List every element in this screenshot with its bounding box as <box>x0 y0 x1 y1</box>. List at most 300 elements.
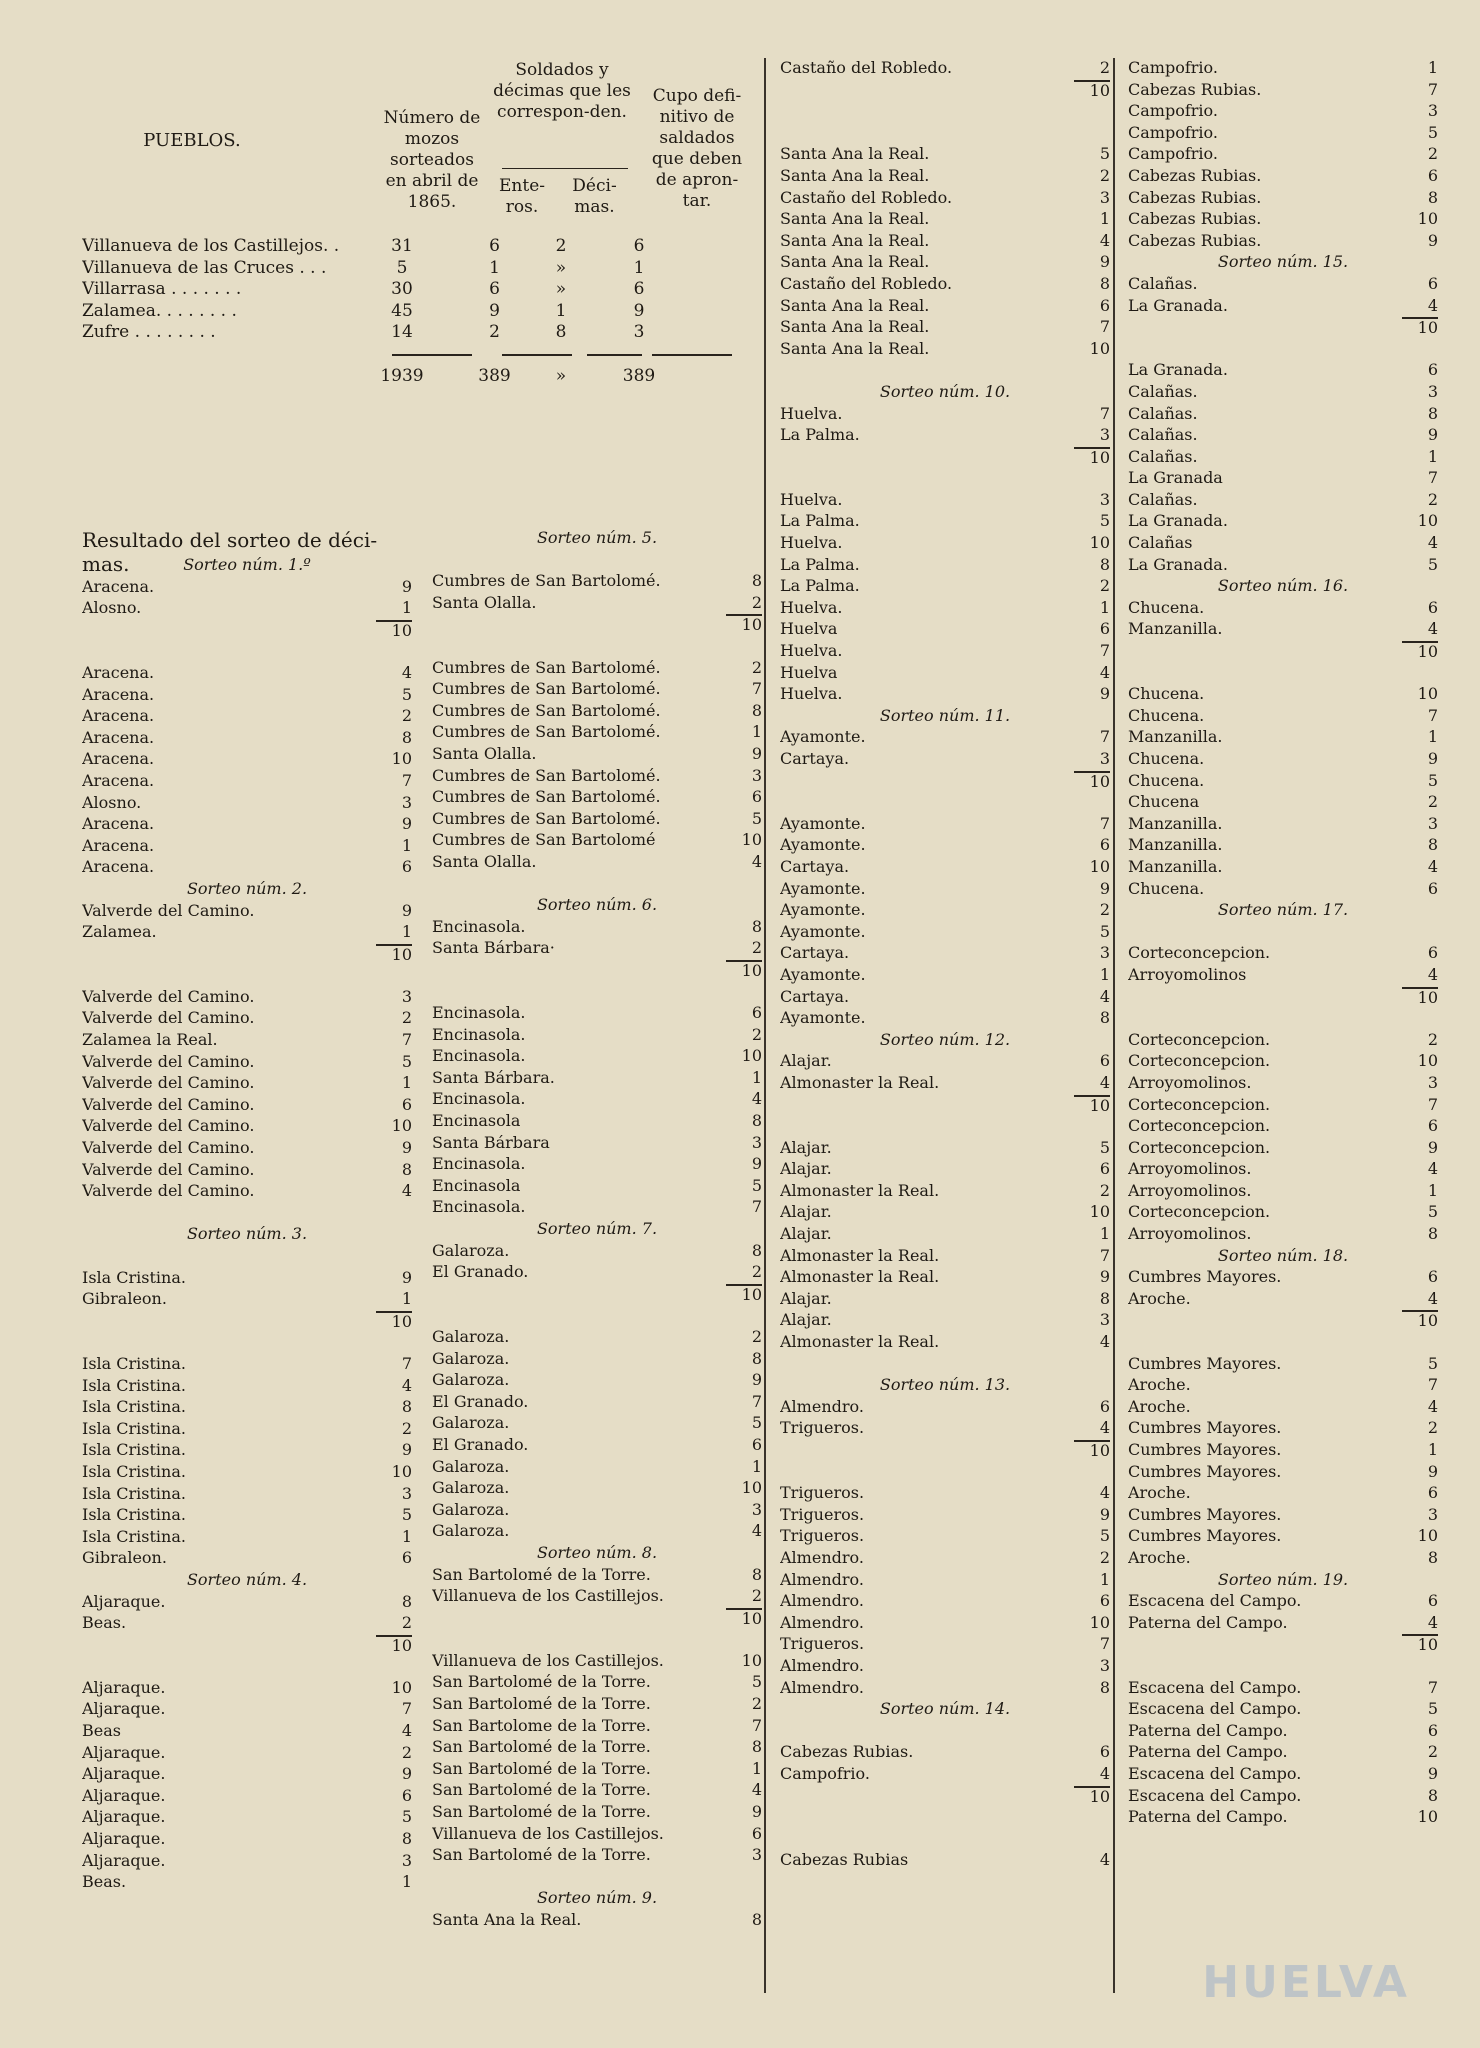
town-name: Cumbres de San Bartolomé. <box>432 700 661 720</box>
lot-number: 8 <box>401 1397 412 1417</box>
sorteo-row <box>432 766 762 788</box>
sorteo-row <box>82 1484 412 1506</box>
town-name: Ayamonte. <box>780 964 866 984</box>
town-name: La Granada. <box>1128 360 1228 380</box>
sorteo-row <box>1128 1375 1438 1397</box>
blank-line <box>432 1867 762 1889</box>
lot-number: 8 <box>1427 1785 1438 1805</box>
blank-line <box>82 1246 412 1268</box>
town-name: Cumbres de San Bartolomé <box>432 830 656 850</box>
town-name: Valverde del Camino. <box>82 1073 255 1093</box>
lot-number: 2 <box>1427 1742 1438 1762</box>
lot-number: 7 <box>751 1391 762 1411</box>
sorteo-row <box>1128 1699 1438 1721</box>
lot-number: 3 <box>401 1483 412 1503</box>
lot-number: 7 <box>1427 1677 1438 1697</box>
blank-line <box>780 1462 1110 1484</box>
lot-number: 10 <box>741 1046 762 1066</box>
town-name: Santa Ana la Real. <box>780 295 930 315</box>
blank-line <box>432 1305 762 1327</box>
town-name: Corteconcepcion. <box>1128 1202 1271 1222</box>
sorteo-total-row <box>1128 1310 1438 1332</box>
lot-number: 9 <box>751 1370 762 1390</box>
lot-number: 4 <box>1427 1159 1438 1179</box>
sorteo-total-row <box>1128 1634 1438 1656</box>
lot-number: 5 <box>1099 921 1110 941</box>
lot-number: 4 <box>751 1780 762 1800</box>
town-name: Alajar. <box>780 1137 832 1157</box>
lot-number: 10 <box>741 1650 762 1670</box>
lot-number: 9 <box>401 1267 412 1287</box>
lot-number: 6 <box>401 1785 412 1805</box>
sorteo-row <box>1128 382 1438 404</box>
town-name: Corteconcepcion. <box>1128 1137 1271 1157</box>
town-name: Alajar. <box>780 1288 832 1308</box>
lot-number: 1 <box>751 1067 762 1087</box>
lot-number: 6 <box>1427 1116 1438 1136</box>
town-name: Villanueva de las Cruces . . . <box>82 257 327 278</box>
lot-number: 7 <box>1099 1634 1110 1654</box>
blank-line <box>82 641 412 663</box>
sorteo-row <box>780 1310 1110 1332</box>
town-name: La Palma. <box>780 511 860 531</box>
heading-text: Sorteo núm. 11. <box>879 705 1011 725</box>
lot-number: 1 <box>751 722 762 742</box>
lot-number: 1 <box>401 922 412 942</box>
lot-number: 6 <box>1099 295 1110 315</box>
sorteo-row <box>82 1721 412 1743</box>
sorteo-row <box>780 1397 1110 1419</box>
town-name: San Bartolomé de la Torre. <box>432 1802 651 1822</box>
town-name: Ayamonte. <box>780 727 866 747</box>
lot-number: 7 <box>1427 1375 1438 1395</box>
town-name: Isla Cristina. <box>82 1440 186 1460</box>
lot-number: 6 <box>1099 835 1110 855</box>
town-name: Isla Cristina. <box>82 1526 186 1546</box>
sorteo-heading <box>1128 576 1438 598</box>
sorteo-heading <box>780 1699 1110 1721</box>
sorteo-row <box>1128 1116 1438 1138</box>
total-enteros: 389 <box>478 365 511 386</box>
sorteo-row <box>82 1699 412 1721</box>
town-name: San Bartolomé de la Torre. <box>432 1672 651 1692</box>
town-name: Almonaster la Real. <box>780 1180 940 1200</box>
sorteo-row <box>432 1154 762 1176</box>
lot-number: 4 <box>1099 1850 1110 1870</box>
blank-line <box>82 1332 412 1354</box>
sorteo-row <box>780 965 1110 987</box>
lot-number: 7 <box>1099 641 1110 661</box>
lot-number: 6 <box>401 1548 412 1568</box>
sorteo-row <box>1128 619 1438 641</box>
lot-number: 2 <box>751 1326 762 1346</box>
lot-number: 10 <box>1089 338 1110 358</box>
sorteo-row <box>432 1349 762 1371</box>
lot-number: 10 <box>391 1677 412 1697</box>
sorteo-row <box>1128 425 1438 447</box>
lot-number: 9 <box>1099 252 1110 272</box>
lot-number: 4 <box>401 662 412 682</box>
sorteo-total-row <box>1128 317 1438 339</box>
sorteo-row <box>82 706 412 728</box>
lot-number: 7 <box>1099 403 1110 423</box>
sorteo-row <box>1128 533 1438 555</box>
sorteo-row <box>432 1910 762 1932</box>
sorteo-row <box>82 1181 412 1203</box>
sorteo-row <box>82 1440 412 1462</box>
town-name: Trigueros. <box>780 1526 865 1546</box>
enteros-value: 2 <box>489 322 500 342</box>
sorteo-row <box>780 166 1110 188</box>
town-name: Corteconcepcion. <box>1128 1051 1271 1071</box>
lot-number: 9 <box>1427 1461 1438 1481</box>
lot-number: 8 <box>751 1240 762 1260</box>
blank-line <box>82 1203 412 1225</box>
lot-number: 10 <box>741 1478 762 1498</box>
lot-number: 3 <box>1099 425 1110 445</box>
town-name: Corteconcepcion. <box>1128 1029 1271 1049</box>
sorteo-row <box>1128 1807 1438 1829</box>
decimas-value: 8 <box>555 322 567 342</box>
table-row <box>82 301 762 323</box>
sorteo-row <box>1128 1483 1438 1505</box>
lot-number: 3 <box>1427 813 1438 833</box>
sorteo-row <box>432 701 762 723</box>
lot-number: 5 <box>401 1051 412 1071</box>
blank-line <box>432 636 762 658</box>
sorteo-total-row <box>432 614 762 636</box>
lot-number: 5 <box>1427 554 1438 574</box>
sorteo-row <box>432 1392 762 1414</box>
sorteo-row <box>780 1634 1110 1656</box>
lot-number: 9 <box>1099 1267 1110 1287</box>
mozos-value: 45 <box>391 300 413 321</box>
lot-number: 2 <box>1099 900 1110 920</box>
lot-number: 3 <box>1427 1072 1438 1092</box>
sorteo-total-row <box>1128 641 1438 663</box>
lot-number: 5 <box>751 1672 762 1692</box>
town-name: Santa Bárbara. <box>432 1067 555 1087</box>
sorteo-row <box>1128 1742 1438 1764</box>
lot-number: 7 <box>1427 1094 1438 1114</box>
lot-number: 5 <box>401 684 412 704</box>
lot-number: 6 <box>1099 1051 1110 1071</box>
sorteo-heading <box>1128 1246 1438 1268</box>
town-name: Villanueva de los Castillejos. <box>432 1586 664 1606</box>
sorteo-row <box>780 231 1110 253</box>
lot-number: 1 <box>401 598 412 618</box>
lot-number: 4 <box>1099 1332 1110 1352</box>
sorteo-row <box>780 857 1110 879</box>
town-name: Isla Cristina. <box>82 1267 186 1287</box>
lot-number: 6 <box>751 1003 762 1023</box>
lot-number: 3 <box>401 1850 412 1870</box>
sorteo-row <box>780 296 1110 318</box>
lot-number: 4 <box>1427 619 1438 639</box>
town-name: Calañas. <box>1128 273 1198 293</box>
lot-number: 7 <box>1427 468 1438 488</box>
town-name: Huelva. <box>780 684 843 704</box>
town-name: Santa Olalla. <box>432 592 537 612</box>
sorteo-row <box>82 987 412 1009</box>
sorteo-row <box>1128 511 1438 533</box>
lot-number: 2 <box>401 1008 412 1028</box>
lot-number: 7 <box>751 679 762 699</box>
header-soldados: Soldados y décimas que les correspon-den. <box>493 60 631 122</box>
blank-line <box>780 1116 1110 1138</box>
lot-number: 1 <box>401 835 412 855</box>
town-name: Arroyomolinos. <box>1128 1159 1252 1179</box>
lot-number: 10 <box>1074 1786 1110 1806</box>
town-name: Encinasola. <box>432 1197 526 1217</box>
sorteo-row <box>82 1030 412 1052</box>
sorteo-heading <box>432 895 762 917</box>
lot-number: 10 <box>726 614 762 634</box>
sorteo-row <box>780 814 1110 836</box>
town-name: Villanueva de los Castillejos. <box>432 1650 664 1670</box>
town-name: Almendro. <box>780 1569 864 1589</box>
sorteo-row <box>432 1780 762 1802</box>
lot-number: 6 <box>1099 619 1110 639</box>
lot-number: 4 <box>1427 1612 1438 1632</box>
sorteo-row <box>432 1500 762 1522</box>
town-name: Huelva <box>780 662 838 682</box>
sorteo-row <box>82 685 412 707</box>
sorteo-row <box>432 1370 762 1392</box>
sorteo-row <box>780 1570 1110 1592</box>
lot-number: 3 <box>1427 101 1438 121</box>
town-name: Cumbres Mayores. <box>1128 1461 1282 1481</box>
lot-number: 8 <box>1099 1288 1110 1308</box>
town-name: Valverde del Camino. <box>82 986 255 1006</box>
sorteo-row <box>1128 1526 1438 1548</box>
lot-number: 6 <box>1099 1742 1110 1762</box>
blank-line <box>780 468 1110 490</box>
sorteo-total-row <box>780 1095 1110 1117</box>
lot-number: 2 <box>751 592 762 612</box>
town-name: Cumbres de San Bartolomé. <box>432 765 661 785</box>
sorteo-row <box>780 900 1110 922</box>
town-name: Santa Ana la Real. <box>780 252 930 272</box>
town-name: Cumbres Mayores. <box>1128 1526 1282 1546</box>
sorteo-row <box>780 943 1110 965</box>
sorteo-row <box>780 1138 1110 1160</box>
enteros-value: 6 <box>489 236 500 256</box>
town-name: Zufre . . . . . . . . <box>82 322 216 342</box>
lot-number: 5 <box>751 1413 762 1433</box>
town-name: Valverde del Camino. <box>82 900 255 920</box>
town-name: Almendro. <box>780 1396 864 1416</box>
lot-number: 8 <box>1427 835 1438 855</box>
lot-number: 5 <box>1427 122 1438 142</box>
sorteo-row <box>1128 360 1438 382</box>
lot-number: 1 <box>401 1872 412 1892</box>
lot-number: 9 <box>1427 749 1438 768</box>
sorteo-row <box>1128 144 1438 166</box>
cupo-value: 6 <box>633 279 645 299</box>
heading-text: Sorteo núm. 2. <box>186 878 308 898</box>
sorteo-row <box>432 1845 762 1867</box>
lot-number: 6 <box>1099 1159 1110 1179</box>
sorteo-row <box>82 1289 412 1311</box>
town-name: Galaroza. <box>432 1413 510 1433</box>
sorteo-row <box>1128 1095 1438 1117</box>
town-name: Alajar. <box>780 1224 832 1244</box>
decimas-value: » <box>555 257 567 278</box>
town-name: Encinasola <box>432 1175 521 1195</box>
cupo-value: 1 <box>633 257 645 278</box>
lot-number: 3 <box>1427 381 1438 401</box>
lot-number: 1 <box>1099 1224 1110 1244</box>
lot-number: 6 <box>401 1094 412 1114</box>
lot-number: 4 <box>1427 533 1438 553</box>
lot-number: 9 <box>1427 1763 1438 1783</box>
lot-number: 9 <box>401 1764 412 1784</box>
lot-number: 4 <box>751 851 762 871</box>
sorteo-row <box>780 1246 1110 1268</box>
town-name: Valverde del Camino. <box>82 1181 255 1201</box>
town-name: Cabezas Rubias. <box>1128 230 1262 250</box>
sorteo-row <box>1128 209 1438 231</box>
town-name: Valverde del Camino. <box>82 1159 255 1179</box>
town-name: Cabezas Rubias. <box>1128 79 1262 99</box>
lot-number: 9 <box>1099 1504 1110 1524</box>
total-decimas: » <box>555 365 567 386</box>
town-name: Gibraleon. <box>82 1548 167 1568</box>
heading-text: Sorteo núm. 13. <box>879 1375 1011 1395</box>
lot-number: 1 <box>1099 1569 1110 1589</box>
town-name: San Bartolomé de la Torre. <box>432 1780 651 1800</box>
sorteo-row <box>780 619 1110 641</box>
town-name: Manzanilla. <box>1128 856 1223 876</box>
mozos-value: 5 <box>396 257 408 278</box>
lot-number: 5 <box>1427 770 1438 790</box>
heading-text: Sorteo núm. 14. <box>879 1699 1011 1719</box>
town-name: Cumbres Mayores. <box>1128 1267 1282 1287</box>
town-name: Corteconcepcion. <box>1128 1094 1271 1114</box>
town-name: San Bartolomé de la Torre. <box>432 1694 651 1714</box>
town-name: Santa Ana la Real. <box>780 165 930 185</box>
sorteo-row <box>432 744 762 766</box>
town-name: Alajar. <box>780 1202 832 1222</box>
lot-number: 8 <box>1099 554 1110 574</box>
blank-line <box>432 550 762 572</box>
lot-number: 4 <box>1099 662 1110 682</box>
town-name: Beas. <box>82 1872 127 1892</box>
lot-number: 5 <box>401 1505 412 1525</box>
lot-number: 10 <box>391 1116 412 1136</box>
sorteo-row <box>780 1850 1110 1872</box>
town-name: La Granada. <box>1128 511 1228 531</box>
lot-number: 10 <box>1417 1051 1438 1071</box>
towns-table <box>82 236 762 387</box>
lot-number: 1 <box>1427 58 1438 77</box>
sorteo-row <box>432 1197 762 1219</box>
lot-number: 8 <box>751 1910 762 1929</box>
town-name: Zalamea. <box>82 922 157 942</box>
town-name: Cartaya. <box>780 749 850 768</box>
town-name: Encinasola. <box>432 1154 526 1174</box>
town-name: Galaroza. <box>432 1478 510 1498</box>
town-name: Beas. <box>82 1613 127 1633</box>
sorteo-heading <box>1128 1570 1438 1592</box>
town-name: Almendro. <box>780 1612 864 1632</box>
sorteo-row <box>780 1505 1110 1527</box>
town-name: San Bartolomé de la Torre. <box>432 1564 651 1584</box>
town-name: Encinasola. <box>432 1003 526 1023</box>
sorteo-row <box>1128 1548 1438 1570</box>
lot-number: 8 <box>751 571 762 591</box>
sorteo-row <box>780 576 1110 598</box>
town-name: Chucena. <box>1128 597 1205 617</box>
sorteo-row <box>780 1548 1110 1570</box>
sorteo-row <box>82 836 412 858</box>
town-name: Cumbres Mayores. <box>1128 1418 1282 1438</box>
blank-line <box>780 792 1110 814</box>
town-name: Corteconcepcion. <box>1128 1116 1271 1136</box>
lot-number: 7 <box>401 1030 412 1050</box>
town-name: Galaroza. <box>432 1456 510 1476</box>
town-name: Paterna del Campo. <box>1128 1720 1288 1740</box>
sorteo-row <box>780 533 1110 555</box>
sorteo-row <box>432 1651 762 1673</box>
town-name: Campofrio. <box>1128 144 1218 164</box>
town-name: Almonaster la Real. <box>780 1072 940 1092</box>
sorteo-row <box>82 1807 412 1829</box>
sorteo-row <box>82 1268 412 1290</box>
sorteo-row <box>1128 468 1438 490</box>
sorteo-total-row <box>82 1311 412 1333</box>
town-name: Trigueros. <box>780 1504 865 1524</box>
sorteo-row <box>1128 123 1438 145</box>
sorteo-row <box>780 1483 1110 1505</box>
sorteo-row <box>432 1068 762 1090</box>
sorteo-row <box>780 922 1110 944</box>
lot-number: 8 <box>1427 1547 1438 1567</box>
town-name: Galaroza. <box>432 1326 510 1346</box>
sorteo-row <box>432 1565 762 1587</box>
sorteo-row <box>780 1591 1110 1613</box>
town-name: San Bartolomé de la Torre. <box>432 1758 651 1778</box>
town-name: Galaroza. <box>432 1370 510 1390</box>
town-name: Paterna del Campo. <box>1128 1742 1288 1762</box>
sorteo-heading <box>82 1224 412 1246</box>
lot-number: 10 <box>1074 1440 1110 1460</box>
sorteo-row <box>82 1160 412 1182</box>
table-row <box>82 236 762 258</box>
town-name: Encinasola. <box>432 1046 526 1066</box>
lot-number: 1 <box>1099 597 1110 617</box>
lot-number: 7 <box>401 1699 412 1719</box>
town-name: Aracena. <box>82 814 155 834</box>
sorteo-row <box>432 1672 762 1694</box>
town-name: Campofrio. <box>1128 58 1218 77</box>
town-name: La Palma. <box>780 554 860 574</box>
sorteo-row <box>1128 965 1438 987</box>
lot-number: 10 <box>741 830 762 850</box>
lot-number: 9 <box>1099 684 1110 704</box>
heading-text: Sorteo núm. 15. <box>1217 252 1349 272</box>
town-name: Ayamonte. <box>780 1008 866 1028</box>
blank-line <box>432 874 762 896</box>
town-name: Aljaraque. <box>82 1677 166 1697</box>
blank-line <box>1128 922 1438 944</box>
sorteo-row <box>780 1202 1110 1224</box>
lot-number: 8 <box>1427 403 1438 423</box>
town-name: Alosno. <box>82 792 142 812</box>
lot-number: 6 <box>751 1823 762 1843</box>
sorteo-row <box>432 1824 762 1846</box>
